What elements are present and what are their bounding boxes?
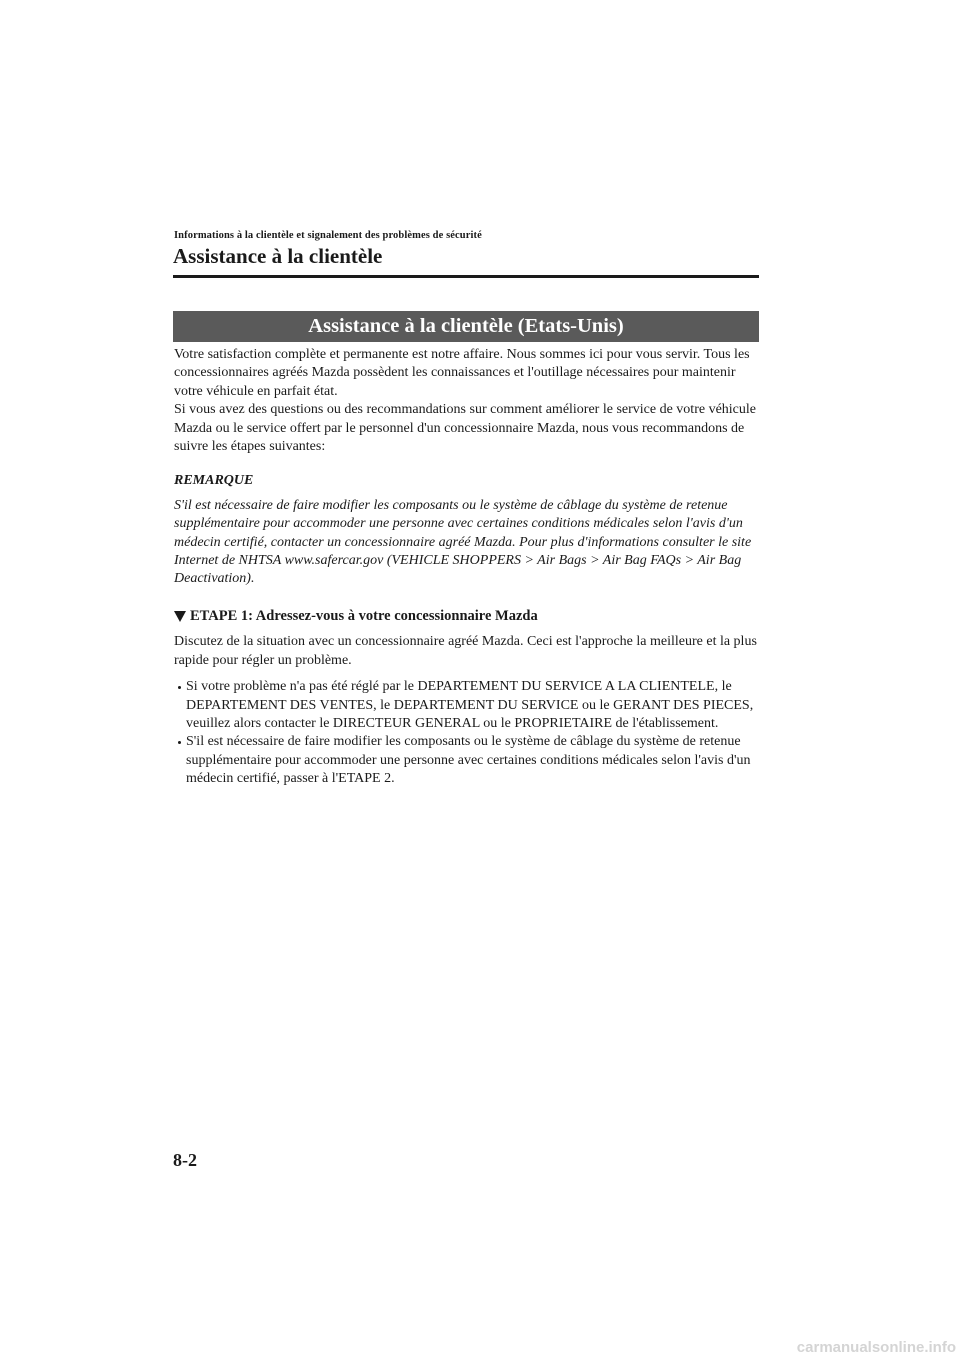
section-title: Assistance à la clientèle [173,244,383,268]
bullet-icon [178,686,181,689]
chapter-label: Informations à la clientèle et signalement des problèmes de sécurité [174,230,482,241]
list-item-text: Si votre problème n'a pas été réglé par le DEPARTEMENT DU SERVICE A LA CLIENTELE, le DEPARTEMENT DES VENTES, le DEPARTEMENT DU SERVICE ou le GERANT DES PIECES, veuillez alors contacter le DIRECTEUR GENERAL ou le PROPRIETAIRE de l'établissement. [186,679,754,731]
step-heading [174,607,764,625]
page-number: 8-2 [173,1150,197,1170]
step-heading-text: ETAPE 1: Adressez-vous à votre concessionnaire Mazda [190,607,538,624]
header-rule [173,275,759,278]
watermark: carmanualsonline.info [796,1339,956,1356]
list-item [174,678,764,733]
note-body: S'il est nécessaire de faire modifier les composants ou le système de câblage du système de retenue supplémentaire pour accommoder une personne avec certaines conditions médicales selon l'avis d'un médecin certifié, contacter un concessionnaire agréé Mazda. Pour plus d'informations consulter le site Internet de NHTSA www.safercar.gov (VEHICLE SHOPPERS > Air Bags > Air Bag FAQs > Air Bag Deactivation). [174,497,752,587]
list-item [174,733,764,788]
note-title: REMARQUE [174,473,254,489]
intro-paragraph: Si vous avez des questions ou des recommandations sur comment améliorer le service de votre véhicule Mazda ou le service offert par le personnel d'un concessionnaire Mazda, nous vous recommandons de suivre les étapes suivantes: [174,402,756,455]
step-body: Discutez de la situation avec un concessionnaire agréé Mazda. Ceci est l'approche la meilleure et la plus rapide pour régler un problème. [174,634,757,668]
banner-title: Assistance à la clientèle (Etats-Unis) [308,315,624,337]
triangle-down-icon [174,611,186,622]
section-banner [173,311,759,342]
bullet-icon [178,741,181,744]
intro-paragraph: Votre satisfaction complète et permanente est notre affaire. Nous sommes ici pour vous servir. Tous les concessionnaires agréés Mazda possèdent les connaissances et l'outillage nécessaires pour maintenir votre véhicule en parfait état. [174,347,750,399]
bullet-list [174,678,764,788]
content-body [174,344,764,789]
list-item-text: S'il est nécessaire de faire modifier les composants ou le système de câblage du système de retenue supplémentaire pour accommoder une personne avec certaines conditions médicales selon l'avis d'un médecin certifié, passer à l'ETAPE 2. [186,734,751,787]
